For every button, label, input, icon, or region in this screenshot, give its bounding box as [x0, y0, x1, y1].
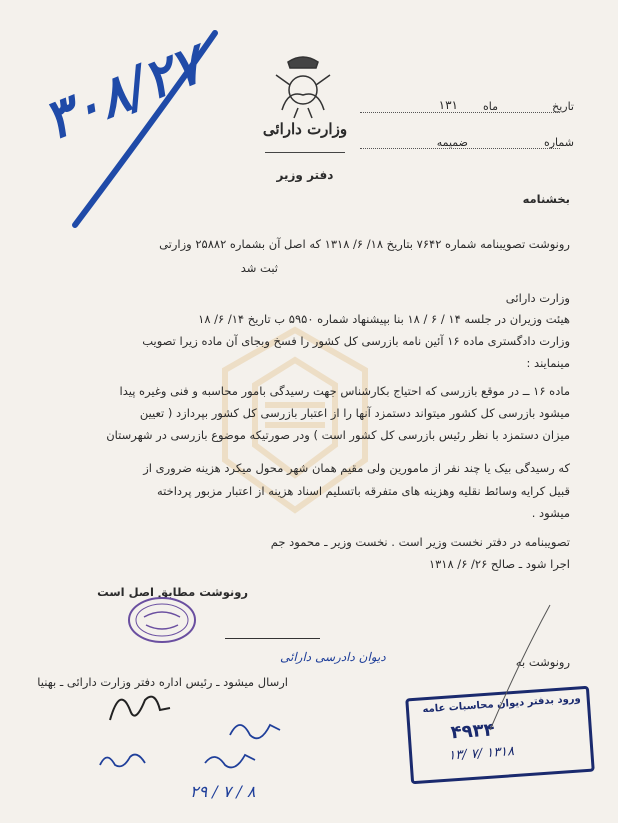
received-stamp-title: ورود بدفتر دیوان محاسبات عامه	[422, 693, 582, 716]
title-rule	[265, 152, 345, 153]
body-line: ثبت شد	[240, 261, 278, 275]
body-line: میزان دستمزد با نظر رئیس بازرسی کل کشور است ) ودر صورتیکه موضوع بازرسی در شهرستان	[106, 428, 570, 442]
blue-pen-stroke	[55, 25, 225, 235]
body-line: رونوشت تصویبنامه شماره ۷۶۴۲ بتاریخ ۱۸/ ۶/ ۱۳۱۸ که اصل آن بشماره ۲۵۸۸۲ وزارتی	[159, 237, 570, 251]
body-line: اجرا شود ـ صالح ۲۶/ ۶/ ۱۳۱۸	[428, 557, 570, 571]
handwritten-reference-number: ۳۰۸/۲۷	[34, 31, 211, 153]
office-title: دفتر وزیر	[276, 168, 334, 182]
attachment-label: ضمیمه	[436, 136, 468, 149]
signature-blue-2	[95, 745, 155, 775]
certified-copy-note: رونوشت مطابق اصل است	[97, 585, 248, 599]
cc-handwritten-recipient: دیوان دادرسی دارائی	[280, 650, 386, 664]
cc-line: ارسال میشود ـ رئیس اداره دفتر وزارت دارائی ـ بهنیا	[37, 675, 288, 689]
signature-blue-3	[200, 745, 260, 775]
date-dotted-line	[360, 112, 560, 113]
body-line: میشود .	[531, 506, 570, 520]
body-line: که رسیدگی بیک یا چند نفر از مامورین ولی مقیم همان شهر محول میکرد هزینه ضروری از	[143, 461, 570, 475]
signature-date: ۲۹ / ۷ / ۸	[190, 782, 256, 801]
ministry-title: وزارت دارائی	[262, 120, 348, 138]
cc-prefix: رونوشت به	[515, 655, 570, 669]
number-label: شماره	[543, 136, 574, 149]
body-line: تصویبنامه در دفتر نخست وزیر است . نخست وزیر ـ محمود جم	[270, 535, 570, 549]
signature-rule	[225, 638, 320, 639]
signature-blue-1	[225, 710, 285, 750]
lion-and-sun-emblem	[268, 50, 338, 120]
body-line: وزارت دارائی	[505, 291, 570, 305]
received-stamp-date: ۱۳/ ۷/ ۱۳۱۸	[447, 744, 515, 764]
office-seal-stamp	[126, 595, 198, 645]
body-line: هیئت وزیران در جلسه ۱۴ / ۶ / ۱۸ بنا بپیشنهاد شماره ۵۹۵۰ ب تاریخ ۱۴/ ۶/ ۱۸	[198, 312, 570, 326]
circular-heading: بخشنامه	[522, 192, 570, 206]
body-line: قبیل کرایه وسائط نقلیه وهزینه های متفرقه باتسلیم اسناد هزینه از اعتبار مزبور پرداخته	[156, 484, 570, 498]
pen-stroke-right	[480, 600, 560, 740]
signature-left	[100, 680, 180, 730]
received-stamp-number: ۴۹۳۴	[450, 719, 496, 744]
number-dotted-line	[360, 148, 560, 149]
body-line: وزارت دادگستری ماده ۱۶ آئین نامه بازرسی کل کشور را فسخ وبجای آن ماده زیرا تصویب	[142, 334, 570, 348]
month-label: ماه	[482, 100, 498, 113]
body-line: مینمایند :	[526, 356, 570, 370]
body-line: میشود بازرسی کل کشور میتواند دستمزد آنها را از اعتبار بازرسی کل کشور بپردازد ( تعیین	[139, 406, 570, 420]
date-label: تاریخ	[552, 100, 574, 113]
body-line: ماده ۱۶ ــ در موقع بازرسی که احتیاج بکارشناس جهت رسیدگی بامور محاسبه و فنی وغیره پیدا	[119, 384, 570, 398]
year-value: ۱۳۱	[438, 98, 458, 112]
